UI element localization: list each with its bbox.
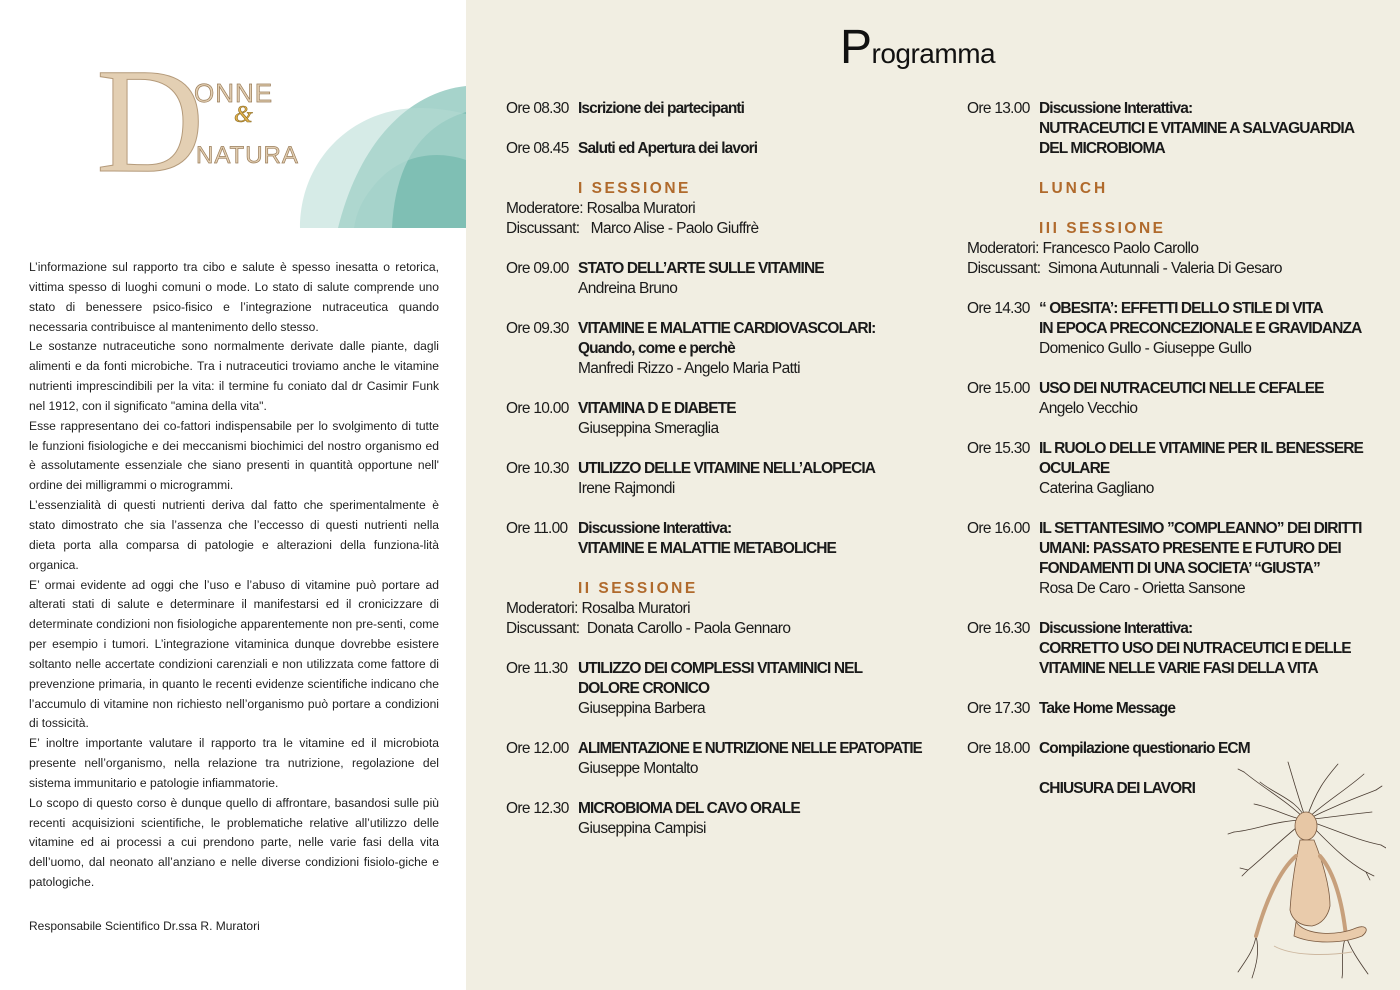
item-time: Ore 18.00 xyxy=(967,740,1030,757)
item-speaker: Domenico Gullo - Giuseppe Gullo xyxy=(1039,340,1252,357)
item-time: Ore 12.30 xyxy=(506,800,569,817)
item-title: Take Home Message xyxy=(1039,700,1176,717)
schedule-item xyxy=(506,99,926,139)
schedule-item xyxy=(506,319,926,399)
intro-paragraph: E’ inoltre importante valutare il rapporto tra le vitamine ed il microbiota presente nell’organismo, nella relazione tra nutrizione, regolazione del sistema immunitario e patologie infiammatorie. xyxy=(29,736,439,790)
page-title-initial: P xyxy=(840,21,872,74)
logo-line1: ONNE xyxy=(194,78,274,108)
item-subtitle: IN EPOCA PRECONCEZIONALE E GRAVIDANZA xyxy=(1039,320,1362,337)
page-title xyxy=(840,21,996,74)
session-moderator: Moderatore: Rosalba Muratori xyxy=(506,200,696,217)
item-subtitle: FONDAMENTI DI UNA SOCIETA’ “GIUSTA” xyxy=(1039,560,1320,577)
intro-paragraph: L’essenzialità di questi nutrienti deriva dal fatto che sperimentalmente è stato dimostrato che sia l’assenza che l’eccesso di questi nutrienti nella dieta porta alla comparsa di patologie e alterazioni della funziona-lità organica. xyxy=(29,498,439,572)
item-speaker: Caterina Gagliano xyxy=(1039,480,1154,497)
item-title: UTILIZZO DELLE VITAMINE NELL’ALOPECIA xyxy=(578,460,876,477)
schedule-column-right xyxy=(967,99,1367,809)
item-speaker: Manfredi Rizzo - Angelo Maria Patti xyxy=(578,360,800,377)
schedule-item xyxy=(506,519,926,579)
item-time: Ore 08.30 xyxy=(506,100,569,117)
intro-text xyxy=(29,258,439,893)
lunch-block xyxy=(967,179,1367,219)
item-title: Iscrizione dei partecipanti xyxy=(578,100,745,117)
item-speaker: Giuseppe Montalto xyxy=(578,760,698,777)
schedule-item xyxy=(506,739,926,799)
logo-line2: NATURA xyxy=(196,142,299,169)
item-time: Ore 13.00 xyxy=(967,100,1030,117)
schedule-item xyxy=(506,459,926,519)
item-title: Discussione Interattiva: xyxy=(1039,100,1193,117)
scientific-lead: Responsabile Scientifico Dr.ssa R. Muratori xyxy=(29,919,260,933)
intro-paragraph: E’ ormai evidente ad oggi che l’uso e l’abuso di vitamine può portare ad alterati stati di salute e determinare il manifestarsi ed il cronicizzare di determinate condizioni non fisiologiche apparentemente non pre-senti, come per esempio i tumori. L’integrazione vitaminica dunque dovrebbe esistere soltanto nelle accertate condizioni carenziali e non utilizzata come fattore di prevenzione primaria, in quanto le recenti evidenze scientifiche indicano che l’accumulo di vitamine non richiesto nell’organismo può portare a condizioni di tossicità. xyxy=(29,577,439,731)
item-time: Ore 09.30 xyxy=(506,320,569,337)
item-time: Ore 11.00 xyxy=(506,520,568,537)
session-block xyxy=(506,179,926,259)
item-title: Saluti ed Apertura dei lavori xyxy=(578,140,758,157)
item-time: Ore 10.30 xyxy=(506,460,569,477)
figure-illustration xyxy=(1226,760,1386,980)
item-subtitle: DOLORE CRONICO xyxy=(578,680,710,697)
schedule-item xyxy=(506,799,926,859)
item-title: Discussione Interattiva: xyxy=(578,520,732,537)
left-panel xyxy=(0,0,466,990)
item-time: Ore 11.30 xyxy=(506,660,568,677)
item-subtitle: VITAMINE NELLE VARIE FASI DELLA VITA xyxy=(1039,660,1318,677)
schedule-item xyxy=(967,99,1367,179)
session-heading: II SESSIONE xyxy=(578,580,698,597)
schedule-item xyxy=(506,399,926,459)
item-title: Compilazione questionario ECM xyxy=(1039,740,1250,757)
item-speaker: Giuseppina Campisi xyxy=(578,820,706,837)
item-subtitle: Quando, come e perchè xyxy=(578,340,735,357)
item-title: “ OBESITA’: EFFETTI DELLO STILE DI VITA xyxy=(1039,300,1323,317)
session-heading: III SESSIONE xyxy=(1039,220,1166,237)
session-discussant: Discussant: Donata Carollo - Paola Gennaro xyxy=(506,620,791,637)
item-title: IL SETTANTESIMO ”COMPLEANNO” DEI DIRITTI xyxy=(1039,520,1362,537)
item-time: Ore 08.45 xyxy=(506,140,569,157)
item-speaker: Andreina Bruno xyxy=(578,280,678,297)
item-title: IL RUOLO DELLE VITAMINE PER IL BENESSERE xyxy=(1039,440,1363,457)
item-speaker: Irene Rajmondi xyxy=(578,480,675,497)
item-title: STATO DELL’ARTE SULLE VITAMINE xyxy=(578,260,824,277)
item-time: Ore 12.00 xyxy=(506,740,569,757)
item-title: UTILIZZO DEI COMPLESSI VITAMINICI NEL xyxy=(578,660,863,677)
donne-natura-logo xyxy=(86,38,336,204)
schedule-item xyxy=(967,439,1367,519)
session-discussant: Discussant: Simona Autunnali - Valeria Di Gesaro xyxy=(967,260,1282,277)
item-subtitle: VITAMINE E MALATTIE METABOLICHE xyxy=(578,540,836,557)
item-speaker: Giuseppina Barbera xyxy=(578,700,706,717)
schedule-item xyxy=(967,299,1367,379)
item-time: Ore 16.30 xyxy=(967,620,1030,637)
schedule-column-left xyxy=(506,99,926,859)
session-block xyxy=(967,219,1367,299)
item-title: VITAMINE E MALATTIE CARDIOVASCOLARI: xyxy=(578,320,876,337)
item-title: ALIMENTAZIONE E NUTRIZIONE NELLE EPATOPATIE xyxy=(578,740,922,757)
intro-paragraph: Le sostanze nutraceutiche sono normalmente derivate dalle piante, dagli alimenti e da fonti microbiche. Tra i nutraceutici troviamo anche le vitamine nutrienti imprescindibili per la vita: il termine fu coniato dal dr Casimir Funk nel 1912, con il significato "amina della vita". xyxy=(29,339,439,413)
schedule-item xyxy=(967,619,1367,699)
schedule-item xyxy=(967,699,1367,739)
intro-paragraph: Lo scopo di questo corso è dunque quello di affrontare, basandosi sulle più recenti acquisizioni scientifiche, le problematiche relative all’utilizzo delle vitamine ed ai processi a cui prendono parte, nelle varie fasi della vita dell’uomo, dal neonato all’anziano e nelle diverse condizioni fisiolo-giche e patologiche. xyxy=(29,795,439,890)
item-speaker: Rosa De Caro - Orietta Sansone xyxy=(1039,580,1245,597)
session-moderator: Moderatori: Rosalba Muratori xyxy=(506,600,690,617)
schedule-item xyxy=(506,259,926,319)
item-time: Ore 09.00 xyxy=(506,260,569,277)
item-title: MICROBIOMA DEL CAVO ORALE xyxy=(578,800,800,817)
session-block xyxy=(506,579,926,659)
schedule-item xyxy=(506,139,926,179)
closing-label: CHIUSURA DEI LAVORI xyxy=(1039,780,1195,797)
page-title-rest: rogramma xyxy=(871,38,996,69)
session-moderator: Moderatori: Francesco Paolo Carollo xyxy=(967,240,1199,257)
item-subtitle: NUTRACEUTICI E VITAMINE A SALVAGUARDIA xyxy=(1039,120,1355,137)
item-time: Ore 15.00 xyxy=(967,380,1030,397)
item-title: USO DEI NUTRACEUTICI NELLE CEFALEE xyxy=(1039,380,1324,397)
session-heading: I SESSIONE xyxy=(578,180,691,197)
item-speaker: Angelo Vecchio xyxy=(1039,400,1138,417)
item-subtitle: UMANI: PASSATO PRESENTE E FUTURO DEI xyxy=(1039,540,1341,557)
item-title: Discussione Interattiva: xyxy=(1039,620,1193,637)
item-subtitle: OCULARE xyxy=(1039,460,1110,477)
item-title: VITAMINA D E DIABETE xyxy=(578,400,736,417)
schedule-item xyxy=(967,379,1367,439)
lunch-label: LUNCH xyxy=(1039,180,1109,197)
logo-ampersand: & xyxy=(234,102,253,128)
item-time: Ore 17.30 xyxy=(967,700,1030,717)
intro-paragraph: L’informazione sul rapporto tra cibo e salute è spesso inesatta o retorica, vittima spesso di luoghi comuni o mode. Lo stato di salute comprende uno stato di benessere psico-fisico e l’integrazione nutraceutica quando necessaria contribuisce al mantenimento dello stesso. xyxy=(29,260,439,334)
schedule-item xyxy=(967,519,1367,619)
item-subtitle: CORRETTO USO DEI NUTRACEUTICI E DELLE xyxy=(1039,640,1351,657)
item-subtitle: DEL MICROBIOMA xyxy=(1039,140,1165,157)
item-time: Ore 15.30 xyxy=(967,440,1030,457)
item-speaker: Giuseppina Smeraglia xyxy=(578,420,719,437)
intro-paragraph: Esse rappresentano dei co-fattori indispensabile per lo svolgimento di tutte le funzioni fisiologiche e dei meccanismi biochimici del nostro organismo ed è assolutamente essenziale che siano presenti in quantità opportune nell' ordine dei milligrammi o microgrammi. xyxy=(29,418,439,493)
item-time: Ore 16.00 xyxy=(967,520,1030,537)
session-discussant: Discussant: Marco Alise - Paolo Giuffrè xyxy=(506,220,759,237)
item-time: Ore 10.00 xyxy=(506,400,569,417)
schedule-item xyxy=(506,659,926,739)
logo-big-letter: D xyxy=(96,38,205,204)
right-panel xyxy=(466,0,1400,990)
item-time: Ore 14.30 xyxy=(967,300,1030,317)
